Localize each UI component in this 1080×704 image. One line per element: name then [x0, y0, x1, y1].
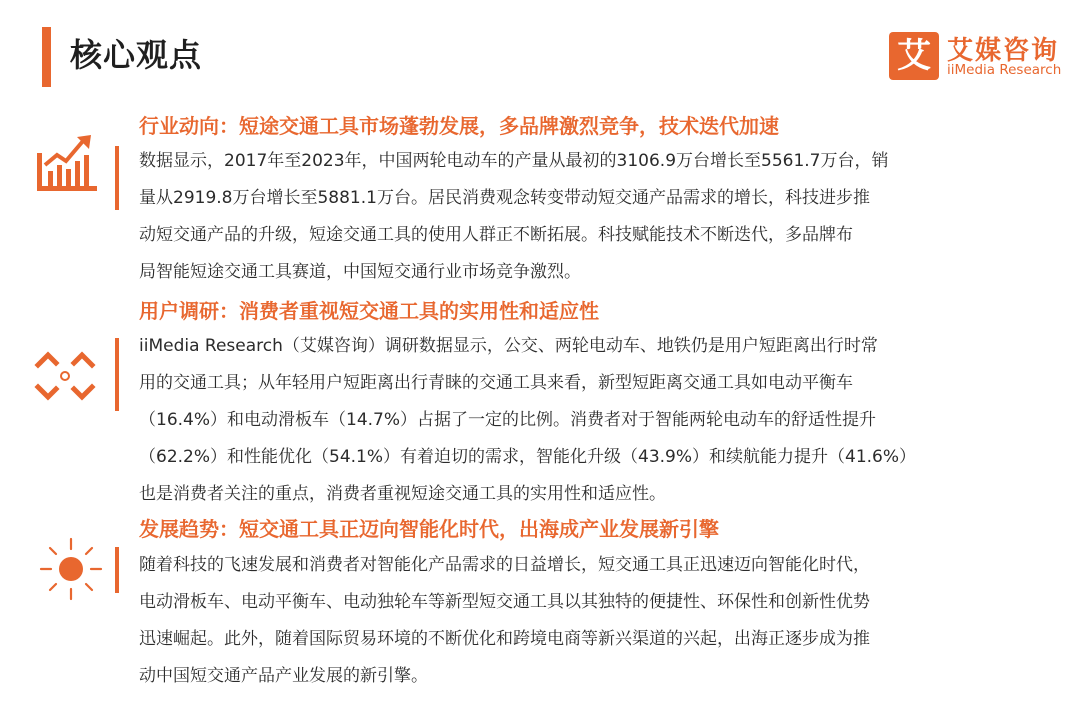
section-body: [139, 328, 1039, 513]
body-line: （16.4%）和电动滑板车（14.7%）占据了一定的比例。消费者对于智能两轮电动车的舒适性提升: [139, 410, 877, 430]
section-heading: 发展趋势：短交通工具正迈向智能化时代，出海成产业发展新引擎: [139, 517, 719, 541]
body-line: 量从2919.8万台增长至5881.1万台。居民消费观念转变带动短交通产品需求的增长，科技进步推: [139, 188, 870, 208]
brand-logo: [889, 28, 1062, 84]
body-line: 动中国短交通产品产业发展的新引擎。: [139, 666, 428, 686]
body-line: iiMedia Research（艾媒咨询）调研数据显示，公交、两轮电动车、地铁仍是用户短距离出行时常: [139, 336, 878, 356]
brand-logo-mark: 艾: [889, 32, 939, 80]
section-heading: 用户调研：消费者重视短交通工具的实用性和适应性: [139, 299, 599, 323]
growth-chart-icon: [35, 133, 99, 193]
body-line: （62.2%）和性能优化（54.1%）有着迫切的需求，智能化升级（43.9%）和续航能力提升（41.6%）: [139, 447, 917, 467]
body-line: 电动滑板车、电动平衡车、电动独轮车等新型短交通工具以其独特的便捷性、环保性和创新性优势: [139, 592, 870, 612]
body-line: 随着科技的飞速发展和消费者对智能化产品需求的日益增长，短交通工具正迅速迈向智能化时代，: [139, 555, 870, 575]
brand-name-cn: 艾媒咨询: [947, 36, 1060, 66]
body-line: 数据显示，2017年至2023年，中国两轮电动车的产量从最初的3106.9万台增长至5561.7万台，销: [139, 151, 889, 171]
section-accent-line: [115, 547, 119, 593]
brand-name-en: iiMedia Research: [947, 62, 1062, 78]
focus-arrows-icon: [34, 345, 96, 407]
section-body: [139, 547, 1039, 695]
sun-icon: [38, 536, 104, 602]
body-line: 动短交通产品的升级，短途交通工具的使用人群正不断拓展。科技赋能技术不断迭代，多品牌布: [139, 225, 853, 245]
section-heading: 行业动向：短途交通工具市场蓬勃发展，多品牌激烈竞争，技术迭代加速: [139, 114, 779, 138]
section-accent-line: [115, 338, 119, 411]
body-line: 也是消费者关注的重点，消费者重视短途交通工具的实用性和适应性。: [139, 484, 666, 504]
section-body: [139, 143, 1039, 291]
body-line: 用的交通工具；从年轻用户短距离出行青睐的交通工具来看，新型短距离交通工具如电动平衡车: [139, 373, 853, 393]
section-accent-line: [115, 146, 119, 210]
page-title: 核心观点: [70, 36, 203, 74]
body-line: 迅速崛起。此外，随着国际贸易环境的不断优化和跨境电商等新兴渠道的兴起，出海正逐步成为推: [139, 629, 870, 649]
title-accent-bar: [42, 27, 51, 87]
body-line: 局智能短途交通工具赛道，中国短交通行业市场竞争激烈。: [139, 262, 581, 282]
